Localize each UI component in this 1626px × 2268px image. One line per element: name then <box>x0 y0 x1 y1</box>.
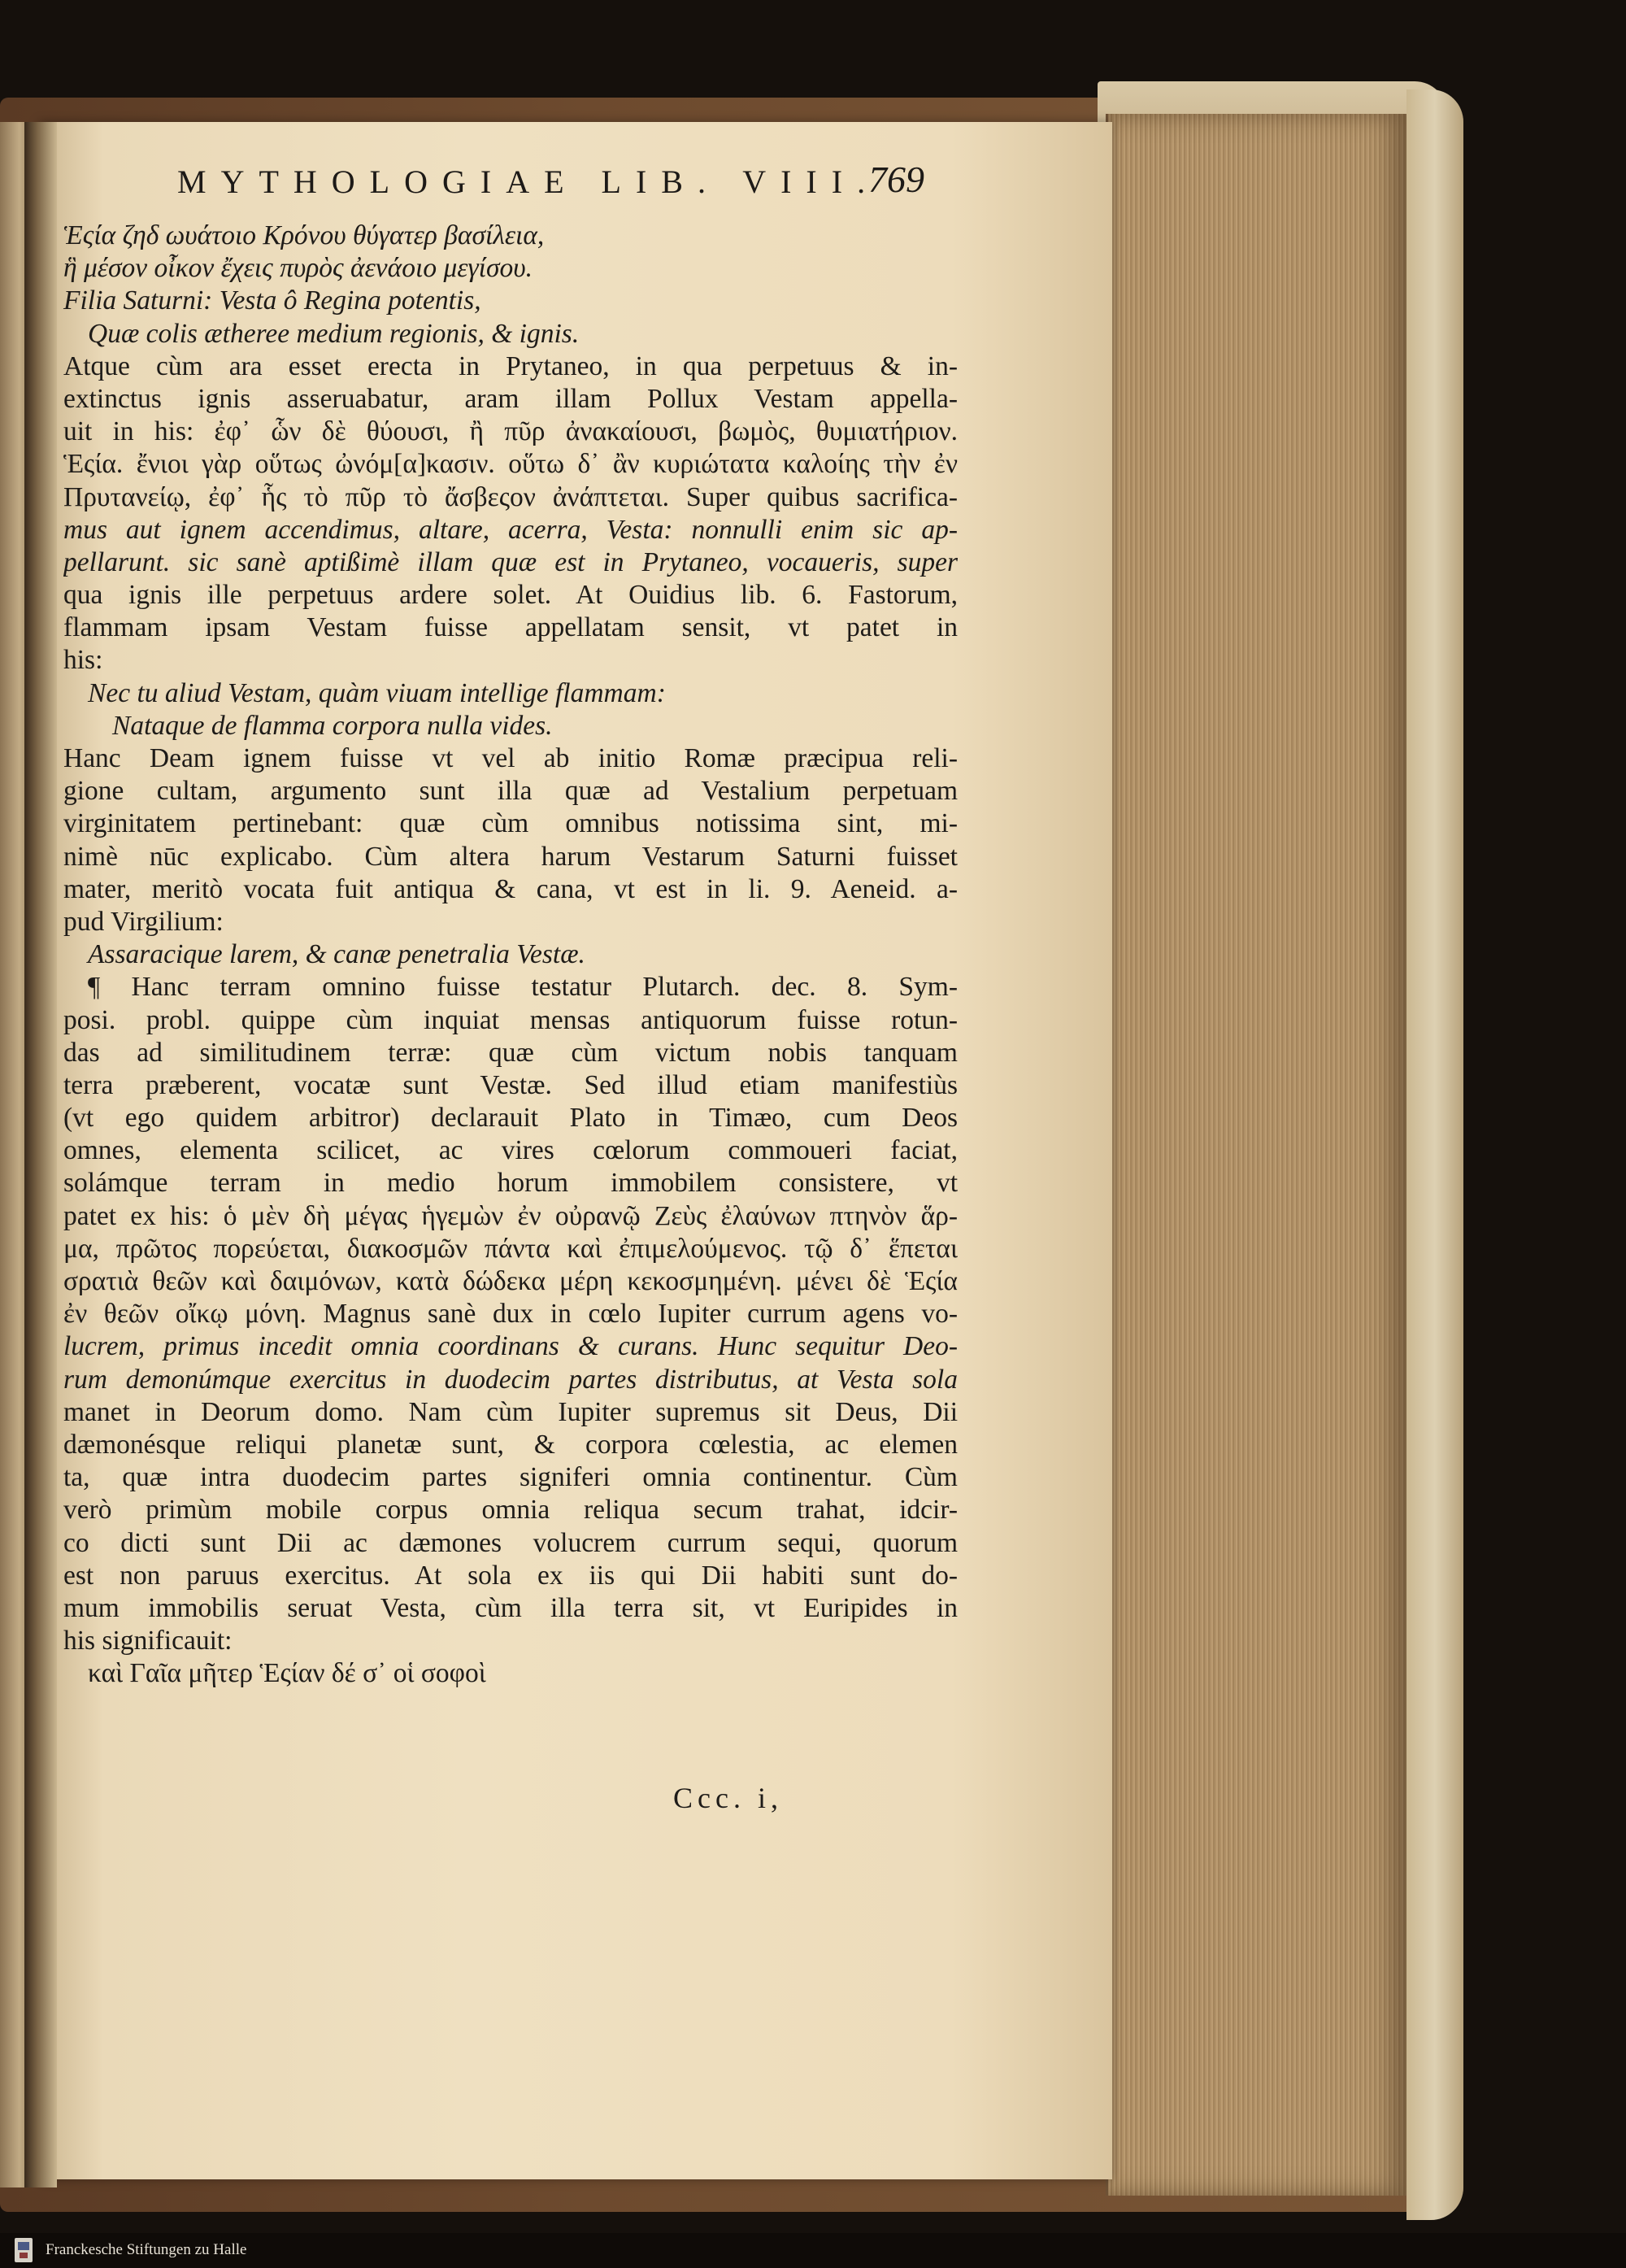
text-line: ἣ μέσον οἶκον ἔχεις πυρὸς ἀενάοιο μεγίσου. <box>63 253 533 284</box>
text-line: Quæ colis ætheree medium regionis, & ignis. <box>88 318 580 349</box>
text-line: his significauit: <box>63 1626 233 1656</box>
text-line: pellarunt. sic sanè aptißimè illam quæ est in Prytaneo, vocaueris, super <box>63 546 958 577</box>
text-line: Ἑςία. ἔνιοι γὰρ οὕτως ὠνόμ[α]κασιν. οὕτω δ᾽ ἂν κυριώτατα καλοίης τὴν ἐν <box>63 449 958 480</box>
text-line: co dicti sunt Dii ac dæmones volucrem currum sequi, quorum <box>63 1527 958 1558</box>
text-line: est non paruus exercitus. At sola ex iis qui Dii habiti sunt do- <box>63 1560 958 1591</box>
text-line: nimè nūc explicabo. Cùm altera harum Vestarum Saturni fuisset <box>63 841 958 872</box>
library-crest-icon <box>15 2238 33 2262</box>
text-line: ta, quæ intra duodecim partes signiferi omnia continentur. Cùm <box>63 1462 958 1493</box>
signature-mark: Ccc. i, <box>673 1782 783 1814</box>
text-line: Πρυτανείῳ, ἐφ᾽ ἧς τὸ πῦρ τὸ ἄσβεςον ἀνάπτεται. Super quibus sacrifica- <box>63 481 958 512</box>
gutter-shadow <box>24 122 57 2187</box>
text-line: extinctus ignis asseruabatur, aram illam Pollux Vestam appella- <box>63 383 958 414</box>
book-page <box>39 122 1112 2179</box>
back-board <box>1406 89 1463 2220</box>
text-line: (vt ego quidem arbitror) declarauit Plato in Timæo, cum Deos <box>63 1103 958 1134</box>
text-line: mus aut ignem accendimus, altare, acerra, Vesta: nonnulli enim sic ap- <box>63 514 958 545</box>
running-head: MYTHOLOGIAE LIB. VIII. <box>177 163 880 200</box>
text-line: rum demonúmque exercitus in duodecim partes distributus, at Vesta sola <box>63 1364 958 1395</box>
text-line: solámque terram in medio horum immobilem consistere, vt <box>63 1168 958 1199</box>
text-line: ¶ Hanc terram omnino fuisse testatur Plutarch. dec. 8. Sym- <box>88 972 958 1003</box>
text-line: virginitatem pertinebant: quæ cùm omnibus notissima sint, mi- <box>63 808 958 839</box>
text-line: Nataque de flamma corpora nulla vides. <box>112 710 553 741</box>
text-line: Filia Saturni: Vesta ô Regina potentis, <box>63 285 481 316</box>
text-line: καὶ Γαῖα μῆτερ Ἑςίαν δέ σ᾽ οἱ σοφοὶ <box>88 1658 486 1689</box>
text-line: gione cultam, argumento sunt illa quæ ad Vestalium perpetuam <box>63 776 958 807</box>
text-line: das ad similitudinem terræ: quæ cùm victum nobis tanquam <box>63 1037 958 1068</box>
text-line: posi. probl. quippe cùm inquiat mensas antiquorum fuisse rotun- <box>63 1004 958 1035</box>
text-line: lucrem, primus incedit omnia coordinans & curans. Hunc sequitur Deo- <box>63 1331 958 1362</box>
text-line: patet ex his: ὁ μὲν δὴ μέγας ἡγεμὼν ἐν οὐρανῷ Ζεὺς ἐλαύνων πτηνὸν ἅρ- <box>63 1200 958 1231</box>
text-line: Assaracique larem, & canæ penetralia Vestæ. <box>88 939 585 970</box>
text-line: verò primùm mobile corpus omnia reliqua secum trahat, idcir- <box>63 1495 958 1526</box>
text-line: qua ignis ille perpetuus ardere solet. At Ouidius lib. 6. Fastorum, <box>63 580 958 611</box>
text-line: Ἑςία ζηδ ωυάτοιο Κρόνου θύγατερ βασίλεια, <box>63 220 545 250</box>
text-line: mum immobilis seruat Vesta, cùm illa terra sit, vt Euripides in <box>63 1592 958 1623</box>
text-line: Atque cùm ara esset erecta in Prytaneo, in qua perpetuus & in- <box>63 350 958 381</box>
text-line: flammam ipsam Vestam fuisse appellatam sensit, vt patet in <box>63 612 958 643</box>
text-line: mater, meritò vocata fuit antiqua & cana, vt est in li. 9. Aeneid. a- <box>63 873 958 904</box>
text-line: Hanc Deam ignem fuisse vt vel ab initio Romæ præcipua reli- <box>63 743 958 773</box>
text-line: Nec tu aliud Vestam, quàm viuam intellige flammam: <box>88 677 666 708</box>
text-line: his: <box>63 645 103 676</box>
text-line: terra præberent, vocatæ sunt Vestæ. Sed illud etiam manifestiùs <box>63 1069 958 1100</box>
text-line: σρατιὰ θεῶν καὶ δαιμόνων, κατὰ δώδεκα μέρη κεκοσμημένη. μένει δὲ Ἑςία <box>63 1266 958 1296</box>
text-line: dæmonésque reliqui planetæ sunt, & corpora cœlestia, ac elemen <box>63 1429 958 1460</box>
footer-credit: Franckesche Stiftungen zu Halle <box>46 2241 247 2258</box>
text-line: uit in his: ἐφ᾽ ὧν δὲ θύουσι, ἢ πῦρ ἀνακαίουσι, βωμὸς, θυμιατήριον. <box>63 416 958 447</box>
text-line: manet in Deorum domo. Nam cùm Iupiter supremus sit Deus, Dii <box>63 1396 958 1427</box>
footer-bar <box>0 2233 1626 2268</box>
text-line: μα, πρῶτος πορεύεται, διακοσμῶν πάντα καὶ ἐπιμελούμενος. τῷ δ᾽ ἕπεται <box>63 1233 958 1264</box>
text-line: pud Virgilium: <box>63 906 224 937</box>
page-number: 769 <box>868 159 924 200</box>
text-line: ἐν θεῶν οἴκῳ μόνη. Magnus sanè dux in cœlo Iupiter currum agens vo- <box>63 1299 958 1330</box>
text-line: omnes, elementa scilicet, ac vires cœlorum commoueri faciat, <box>63 1135 958 1166</box>
page-fore-edge <box>1106 114 1409 2196</box>
body-text <box>63 220 958 1690</box>
